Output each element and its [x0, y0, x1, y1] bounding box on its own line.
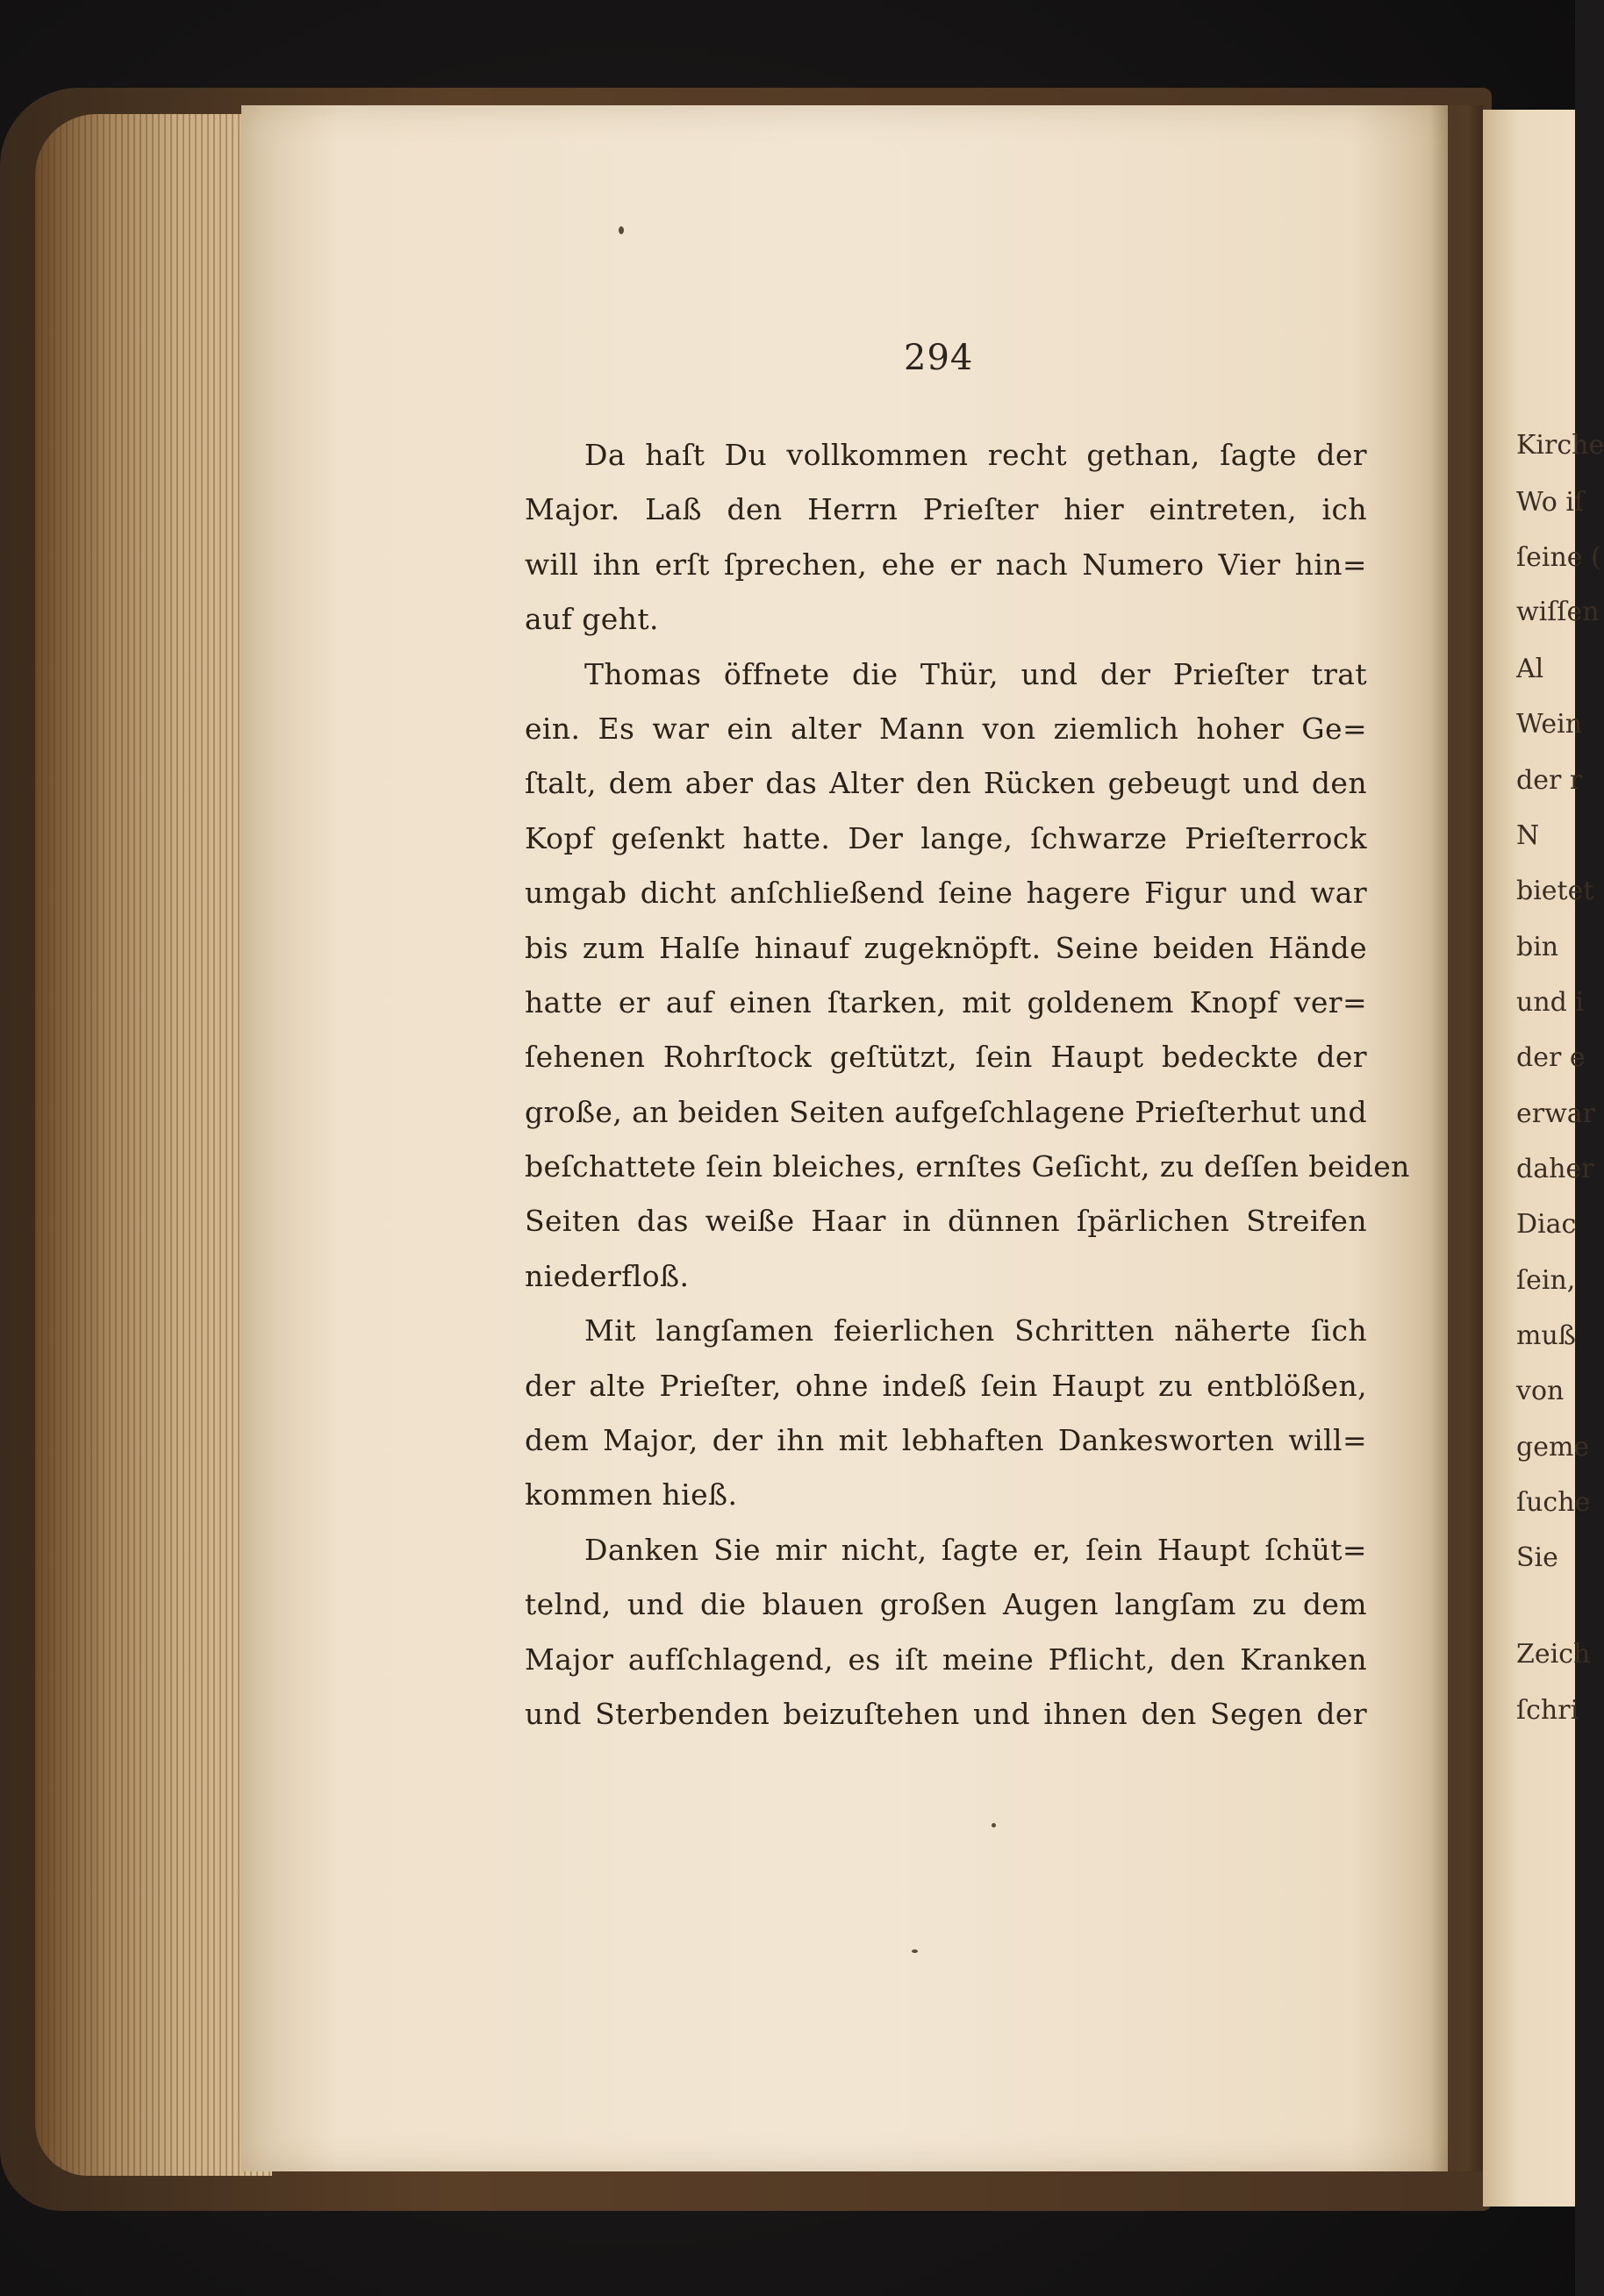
facing-page-line: ſein, — [1516, 1265, 1576, 1296]
text-line: Kopf geſenkt hatte. Der lange, ſchwarze Prieſterrock — [525, 820, 1367, 855]
facing-page-line: ſchri — [1516, 1695, 1579, 1726]
page-block-edge — [35, 114, 272, 2176]
text-line: telnd, und die blauen großen Augen langſam zu dem — [525, 1587, 1367, 1622]
text-line: große, an beiden Seiten aufgeſchlagene Prieſterhut und — [525, 1094, 1367, 1129]
facing-page-line: ſeine ( — [1516, 542, 1601, 573]
text-line: Major. Laß den Herrn Prieſter hier eintreten, ich — [525, 492, 1367, 527]
facing-page-line: Diac — [1516, 1209, 1577, 1240]
text-line: der alte Prieſter, ohne indeß ſein Haupt zu entblößen, — [525, 1368, 1367, 1403]
facing-page-line: Al — [1516, 654, 1544, 684]
facing-page-line: bin — [1516, 932, 1559, 962]
facing-page-line: muß — [1516, 1320, 1576, 1351]
text-line: Da haſt Du vollkommen recht gethan, ſagte der — [584, 438, 1367, 472]
text-line: Mit langſamen feierlichen Schritten näherte ſich — [584, 1313, 1367, 1348]
text-line: umgab dicht anſchließend ſeine hagere Figur und war — [525, 876, 1367, 911]
text-line: will ihn erſt ſprechen, ehe er nach Numero Vier hin= — [525, 547, 1367, 582]
text-line: hatte er auf einen ſtarken, mit goldenem Knopf ver= — [525, 984, 1367, 1019]
ink-speck — [912, 1949, 918, 1953]
facing-page — [1483, 110, 1604, 2207]
body-text — [525, 428, 1410, 1742]
text-line: ſehenen Rohrſtock geſtützt, ſein Haupt bedeckte der — [525, 1040, 1367, 1075]
book-gutter — [1430, 105, 1483, 2171]
text-line: beſchattete ſein bleiches, ernſtes Geſicht, zu deſſen beiden — [525, 1149, 1410, 1184]
facing-page-line: erwar — [1516, 1098, 1595, 1129]
facing-page-line: Sie — [1516, 1542, 1558, 1573]
text-line: und Sterbenden beizuſtehen und ihnen den Segen der — [525, 1696, 1367, 1731]
facing-page-line: und i — [1516, 987, 1584, 1018]
text-line: niederfloß. — [525, 1258, 690, 1293]
ink-speck — [992, 1823, 996, 1828]
text-line: ſtalt, dem aber das Alter den Rücken gebeugt und den — [525, 766, 1367, 801]
facing-page-line: der r — [1516, 765, 1583, 796]
text-line: Seiten das weiße Haar in dünnen ſpärlichen Streifen — [525, 1204, 1367, 1239]
facing-page-line: von — [1516, 1376, 1565, 1406]
facing-page-line: Wo iſ — [1516, 487, 1585, 518]
facing-page-line: Kirche — [1516, 430, 1604, 461]
text-line: kommen hieß. — [525, 1477, 738, 1513]
facing-page-line: Zeich — [1516, 1639, 1591, 1670]
text-line: ein. Es war ein alter Mann von ziemlich hoher Ge= — [525, 711, 1367, 746]
facing-page-line: wiſſen — [1516, 597, 1600, 627]
page-number: 294 — [904, 338, 974, 378]
facing-page-line: geme — [1516, 1432, 1590, 1463]
facing-page-line: bietet — [1516, 876, 1594, 906]
text-line: bis zum Halſe hinauf zugeknöpft. Seine beiden Hände — [525, 930, 1367, 965]
facing-page-line: der e — [1516, 1042, 1586, 1073]
facing-page-line: daher — [1516, 1154, 1594, 1184]
text-line: Thomas öffnete die Thür, und der Prieſter trat — [584, 656, 1367, 691]
facing-page-line: N — [1516, 820, 1540, 851]
facing-page-line: ſuche — [1516, 1487, 1591, 1518]
ink-speck — [619, 226, 624, 234]
facing-page-line: Wein — [1516, 709, 1583, 740]
text-line: auf geht. — [525, 602, 659, 637]
text-line: Major aufſchlagend, es iſt meine Pflicht, den Kranken — [525, 1642, 1367, 1677]
text-line: dem Major, der ihn mit lebhaften Dankesworten will= — [525, 1423, 1367, 1458]
text-line: Danken Sie mir nicht, ſagte er, ſein Haupt ſchüt= — [584, 1532, 1367, 1567]
